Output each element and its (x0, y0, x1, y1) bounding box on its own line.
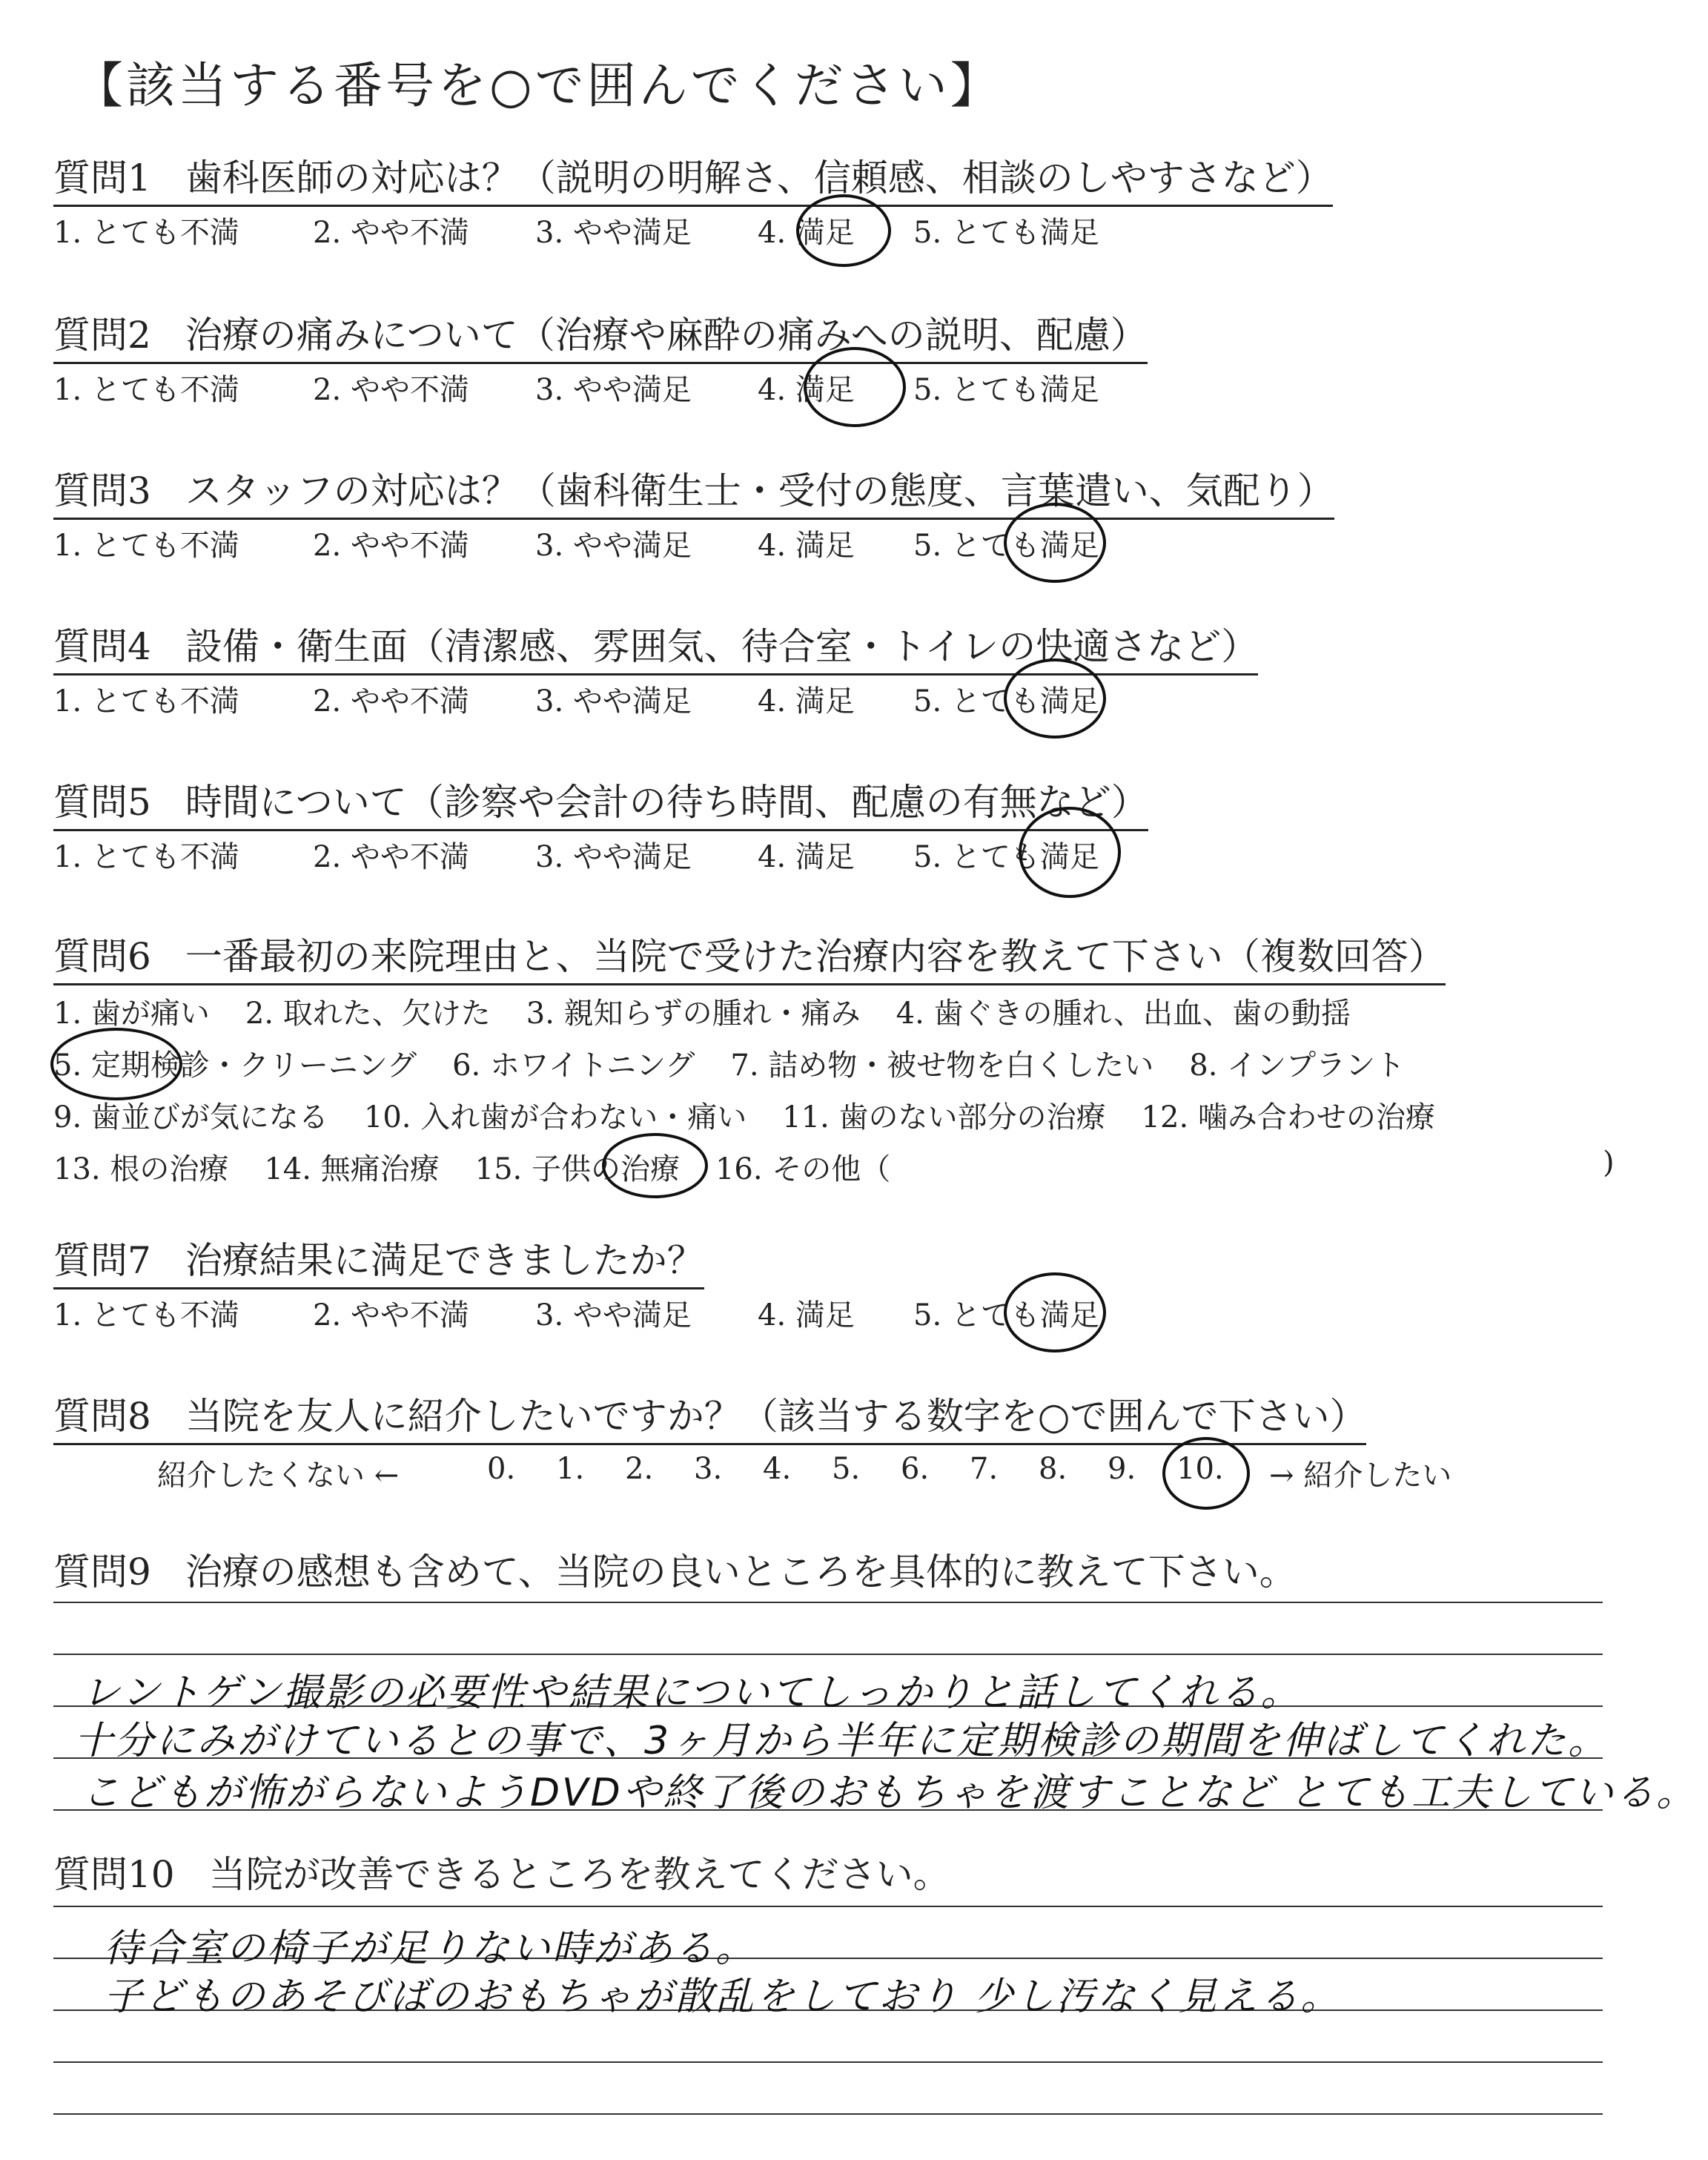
reason-option-other[interactable]: 16. その他（ (715, 1152, 891, 1186)
question-8-text: 当院を友人に紹介したいですか？（該当する数字を○で囲んで下さい） (185, 1395, 1367, 1438)
reason-option[interactable]: 4. 歯ぐきの腫れ、出血、歯の動揺 (896, 997, 1351, 1031)
answer-line (53, 1602, 1603, 1603)
option-3[interactable]: 3. やや満足 (535, 216, 692, 250)
answer-circle (1004, 658, 1106, 739)
option-5[interactable]: 5. とても満足 (913, 1298, 1099, 1332)
question-8-heading (53, 1387, 1366, 1445)
reason-option[interactable]: 12. 噛み合わせの治療 (1141, 1100, 1435, 1135)
option-2[interactable]: 2. やや不満 (313, 373, 469, 407)
handwritten-answer: 待合室の椅子が足りない時がある。 (104, 1926, 757, 1971)
option-5[interactable]: 5. とても満足 (913, 840, 1099, 874)
question-6-row-2 (53, 1042, 1440, 1084)
question-10-label: 質問10 (53, 1853, 175, 1896)
answer-line (53, 2113, 1603, 2115)
question-1-text: 歯科医師の対応は？（説明の明解さ、信頼感、相談のしやすさなど） (185, 156, 1333, 199)
option-5[interactable]: 5. とても満足 (913, 529, 1099, 563)
option-2[interactable]: 2. やや不満 (313, 684, 469, 719)
answer-circle (602, 1133, 708, 1198)
reason-option[interactable]: 14. 無痛治療 (264, 1152, 440, 1186)
question-6-row-4 (53, 1146, 1615, 1188)
reason-option[interactable]: 6. ホワイトニング (452, 1048, 695, 1083)
score-option[interactable]: 3. (694, 1452, 723, 1486)
reason-option[interactable]: 11. 歯のない部分の治療 (782, 1100, 1106, 1135)
question-9-text: 治療の感想も含めて、当院の良いところを具体的に教えて下さい。 (185, 1550, 1297, 1593)
reason-option[interactable]: 5. 定期検診・クリーニング (53, 1048, 417, 1083)
score-option[interactable]: 0. (487, 1452, 516, 1486)
answer-circle (796, 194, 891, 267)
option-1[interactable]: 1. とても不満 (53, 1298, 239, 1332)
question-2-heading (53, 305, 1148, 364)
option-4[interactable]: 4. 満足 (758, 529, 855, 563)
score-option[interactable]: 1. (556, 1452, 585, 1486)
reason-option[interactable]: 15. 子供の治療 (474, 1152, 680, 1186)
answer-circle (1162, 1437, 1250, 1510)
question-6-label: 質問6 (53, 935, 151, 978)
question-6-heading (53, 927, 1446, 985)
reason-option[interactable]: 9. 歯並びが気になる (53, 1100, 328, 1135)
question-2-label: 質問2 (53, 314, 151, 357)
score-option[interactable]: 10. (1176, 1452, 1224, 1486)
question-2-text: 治療の痛みについて（治療や麻酔の痛みへの説明、配慮） (185, 314, 1148, 357)
handwritten-answer: レントゲン撮影の必要性や結果についてしっかりと話してくれる。 (82, 1671, 1302, 1715)
option-3[interactable]: 3. やや満足 (535, 684, 692, 719)
option-3[interactable]: 3. やや満足 (535, 840, 692, 874)
scale-right-label: → 紹介したい (1269, 1459, 1452, 1493)
option-2[interactable]: 2. やや不満 (313, 1298, 469, 1332)
option-3[interactable]: 3. やや満足 (535, 1298, 692, 1332)
question-1-heading (53, 148, 1333, 207)
reason-option[interactable]: 2. 取れた、欠けた (245, 997, 491, 1031)
option-3[interactable]: 3. やや満足 (535, 373, 692, 407)
score-option[interactable]: 4. (763, 1452, 792, 1486)
option-4[interactable]: 4. 満足 (758, 840, 855, 874)
reason-option[interactable]: 3. 親知らずの腫れ・痛み (526, 997, 861, 1031)
question-7-heading (53, 1231, 704, 1289)
score-option[interactable]: 6. (901, 1452, 930, 1486)
question-10-heading (53, 1845, 950, 1901)
reason-option[interactable]: 7. 詰め物・被せ物を白くしたい (730, 1048, 1154, 1083)
answer-line (53, 1654, 1603, 1655)
question-6-row-3 (53, 1094, 1471, 1136)
question-3-heading (53, 461, 1334, 520)
question-6-text: 一番最初の来院理由と、当院で受けた治療内容を教えて下さい（複数回答） (185, 935, 1446, 978)
answer-circle (1019, 807, 1121, 898)
question-3-text: スタッフの対応は？（歯科衛生士・受付の態度、言葉遣い、気配り） (185, 469, 1334, 512)
question-4-label: 質問4 (53, 625, 151, 668)
option-2[interactable]: 2. やや不満 (313, 840, 469, 874)
answer-line (53, 2061, 1603, 2063)
question-1-label: 質問1 (53, 156, 151, 199)
option-4[interactable]: 4. 満足 (758, 684, 855, 719)
score-option[interactable]: 7. (970, 1452, 999, 1486)
option-1[interactable]: 1. とても不満 (53, 373, 239, 407)
question-4-text: 設備・衛生面（清潔感、雰囲気、待合室・トイレの快適さなど） (185, 625, 1259, 668)
question-5-label: 質問5 (53, 781, 151, 824)
option-5[interactable]: 5. とても満足 (913, 216, 1099, 250)
question-7-text: 治療結果に満足できましたか？ (185, 1239, 704, 1282)
answer-circle (1004, 1272, 1106, 1353)
question-6-row-1 (53, 990, 1386, 1032)
handwritten-answer: こどもが怖がらないようDVDや終了後のおもちゃを渡すことなど とても工夫している。 (82, 1771, 1698, 1815)
answer-line (53, 1906, 1603, 1907)
option-4[interactable]: 4. 満足 (758, 373, 855, 407)
reason-option[interactable]: 1. 歯が痛い (53, 997, 210, 1031)
scale-left-label: 紹介したくない ← (157, 1459, 400, 1493)
score-option[interactable]: 2. (625, 1452, 654, 1486)
question-5-text: 時間について（診察や会計の待ち時間、配慮の有無など） (185, 781, 1148, 824)
question-9-heading (53, 1542, 1297, 1599)
question-10-text: 当院が改善できるところを教えてください。 (208, 1853, 950, 1896)
option-4[interactable]: 4. 満足 (758, 216, 855, 250)
question-5-heading (53, 773, 1148, 831)
option-3[interactable]: 3. やや満足 (535, 529, 692, 563)
option-1[interactable]: 1. とても不満 (53, 684, 239, 719)
option-5[interactable]: 5. とても満足 (913, 373, 1099, 407)
page-title: 【該当する番号を○で囲んでください】 (74, 57, 1002, 114)
option-1[interactable]: 1. とても不満 (53, 529, 239, 563)
other-close-paren: ) (1603, 1146, 1615, 1180)
option-4[interactable]: 4. 満足 (758, 1298, 855, 1332)
score-option[interactable]: 9. (1108, 1452, 1136, 1486)
handwritten-answer: 十分にみがけているとの事で、3ヶ月から半年に定期検診の期間を伸ばしてくれた。 (74, 1719, 1609, 1763)
question-8-label: 質問8 (53, 1395, 151, 1438)
option-5[interactable]: 5. とても満足 (913, 684, 1099, 719)
question-9-label: 質問9 (53, 1550, 151, 1593)
question-7-label: 質問7 (53, 1239, 151, 1282)
answer-circle (804, 347, 906, 427)
option-2[interactable]: 2. やや不満 (313, 216, 469, 250)
option-2[interactable]: 2. やや不満 (313, 529, 469, 563)
reason-option[interactable]: 13. 根の治療 (53, 1152, 229, 1186)
answer-circle (50, 1028, 182, 1100)
answer-circle (1004, 503, 1106, 583)
score-option[interactable]: 8. (1039, 1452, 1068, 1486)
reason-option[interactable]: 8. インプラント (1189, 1048, 1406, 1083)
reason-option[interactable]: 10. 入れ歯が合わない・痛い (363, 1100, 747, 1135)
option-1[interactable]: 1. とても不満 (53, 840, 239, 874)
handwritten-answer: 子どものあそびばのおもちゃが散乱をしており 少し汚なく見える。 (104, 1975, 1342, 2019)
score-option[interactable]: 5. (832, 1452, 861, 1486)
question-3-label: 質問3 (53, 469, 151, 512)
option-1[interactable]: 1. とても不満 (53, 216, 239, 250)
